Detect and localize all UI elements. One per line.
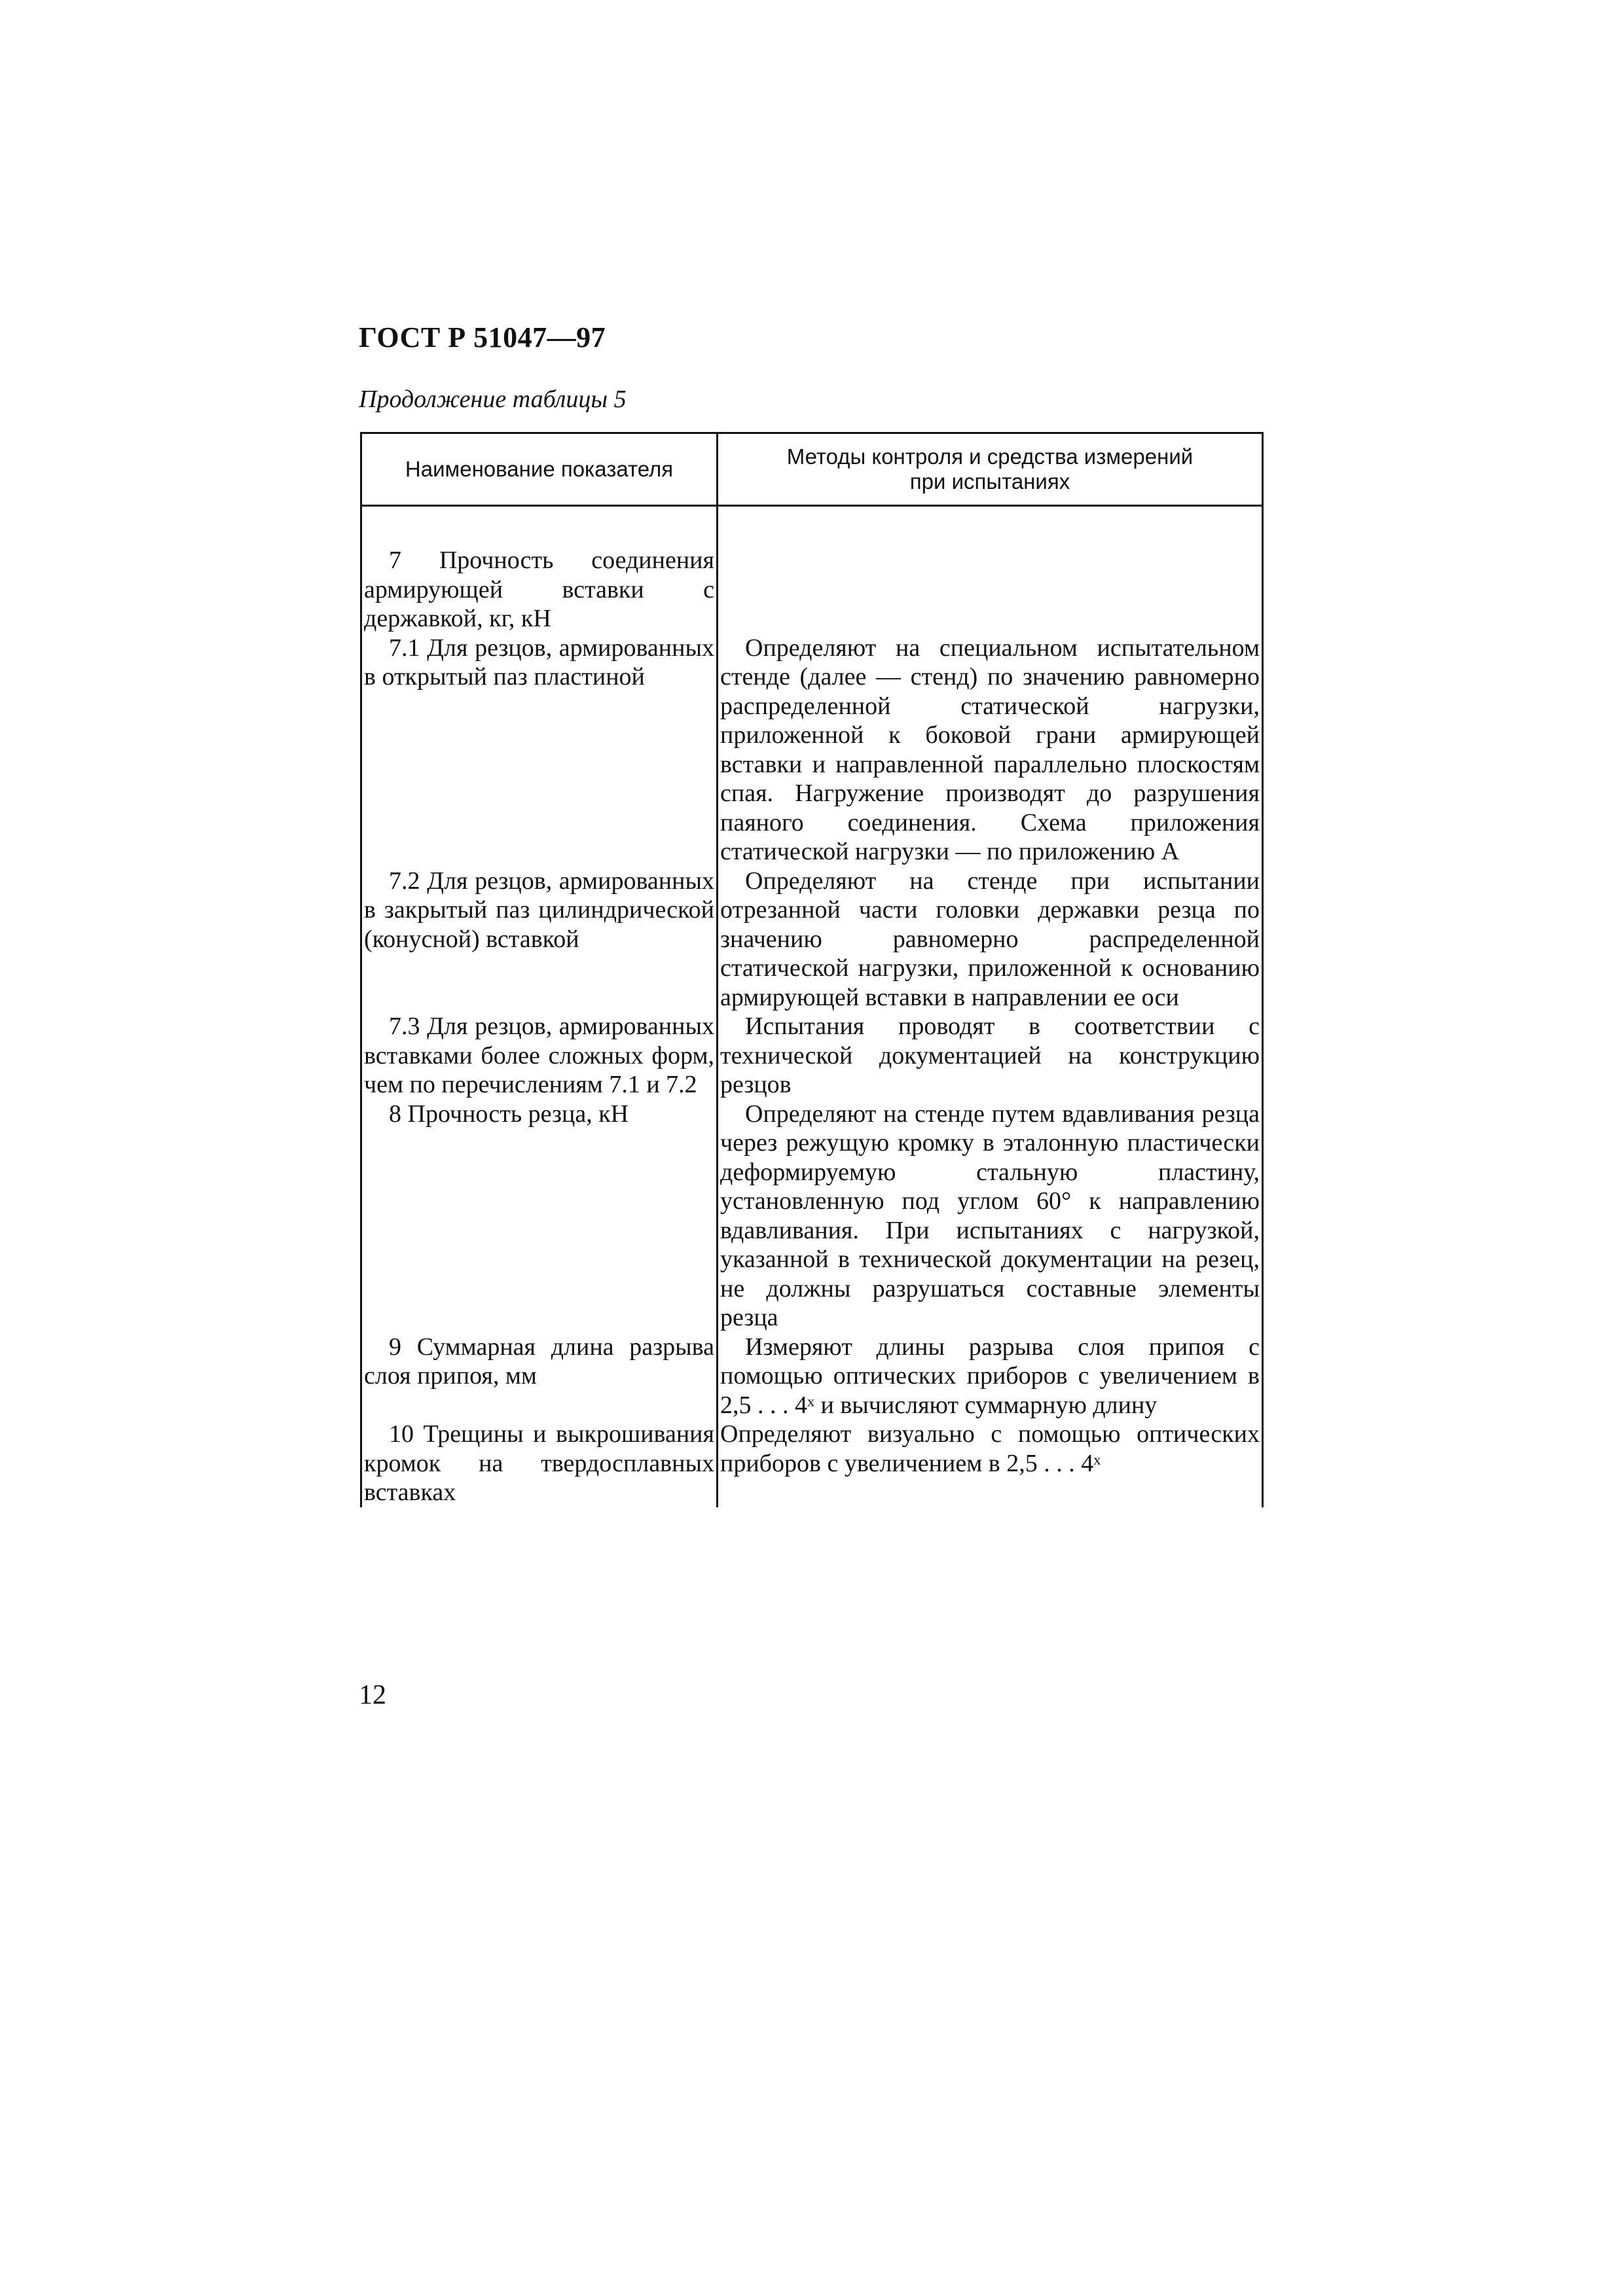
method-cell: [718, 867, 1263, 1013]
indicator-cell: [361, 1420, 718, 1507]
table-row: [361, 1333, 1263, 1420]
method-text: Определяют на стенде при испытании отрезанной части головки державки резца по значению равномерно распределенной статической нагрузки, приложенной к основанию армирующей вставки в направлении ее оси: [720, 867, 1260, 1011]
method-text: Испытания проводят в соответствии с технической документацией на конструкцию резцов: [720, 1013, 1260, 1098]
indicator-text: 10 Трещины и выкрошивания кромок на твердосплавных вставках: [364, 1420, 714, 1506]
table-row: [361, 1100, 1263, 1333]
method-text: Измеряют длины разрыва слоя припоя с помощью оптических приборов с увеличением в 2,5 . . . 4ˣ и вычисляют суммарную длину: [720, 1333, 1260, 1419]
indicator-cell: [361, 634, 718, 867]
indicator-cell: [361, 1333, 718, 1420]
method-cell: [718, 1100, 1263, 1333]
method-text: Определяют визуально с помощью оптических приборов с увеличением в 2,5 . . . 4ˣ: [720, 1420, 1260, 1477]
column-header-method: [718, 433, 1263, 506]
column-header-indicator: Наименование показателя: [361, 433, 718, 506]
table-row: [361, 506, 1263, 634]
page-number: 12: [359, 1680, 386, 1710]
indicator-text: 7 Прочность соединения армирующей вставки с державкой, кг, кН: [364, 547, 714, 632]
method-cell: [718, 1012, 1263, 1100]
method-cell: [718, 506, 1263, 634]
table-row: [361, 867, 1263, 1013]
indicator-cell: [361, 867, 718, 1013]
indicator-cell: [361, 1012, 718, 1100]
column-header-method-text: Методы контроля и средства измерений при испытаниях: [786, 444, 1194, 493]
table-row: [361, 1420, 1263, 1507]
document-code: ГОСТ Р 51047—97: [359, 321, 606, 353]
method-text: Определяют на специальном испытательном стенде (далее — стенд) по значению равномерно распределенной статической нагрузки, приложенной к боковой грани армирующей вставки и направленной параллельно плоскостям спая. Нагружение производят до разрушения паяного соединения. Схема приложения статической нагрузки — по приложению А: [720, 634, 1260, 865]
table-row: [361, 1012, 1263, 1100]
table-caption: Продолжение таблицы 5: [359, 386, 627, 413]
indicator-text: 8 Прочность резца, кН: [389, 1100, 629, 1128]
method-cell: [718, 634, 1263, 867]
table-header-row: [361, 433, 1263, 506]
indicator-text: 7.2 Для резцов, армированных в закрытый паз цилиндрической (конусной) вставкой: [364, 867, 714, 953]
specification-table: [360, 432, 1264, 1507]
indicator-text: 7.1 Для резцов, армированных в открытый паз пластиной: [364, 634, 714, 691]
method-cell: [718, 1420, 1263, 1507]
method-cell: [718, 1333, 1263, 1420]
indicator-text: 7.3 Для резцов, армированных вставками более сложных форм, чем по перечислениям 7.1 и 7.2: [364, 1013, 714, 1098]
indicator-text: 9 Суммарная длина разрыва слоя припоя, мм: [364, 1333, 714, 1390]
table-row: [361, 634, 1263, 867]
indicator-cell: [361, 506, 718, 634]
indicator-cell: [361, 1100, 718, 1333]
method-text: Определяют на стенде путем вдавливания резца через режущую кромку в эталонную пластически деформируемую стальную пластину, установленную под углом 60° к направлению вдавливания. При испытаниях с нагрузкой, указанной в технической документации на резец, не должны разрушаться составные элементы резца: [720, 1100, 1260, 1331]
